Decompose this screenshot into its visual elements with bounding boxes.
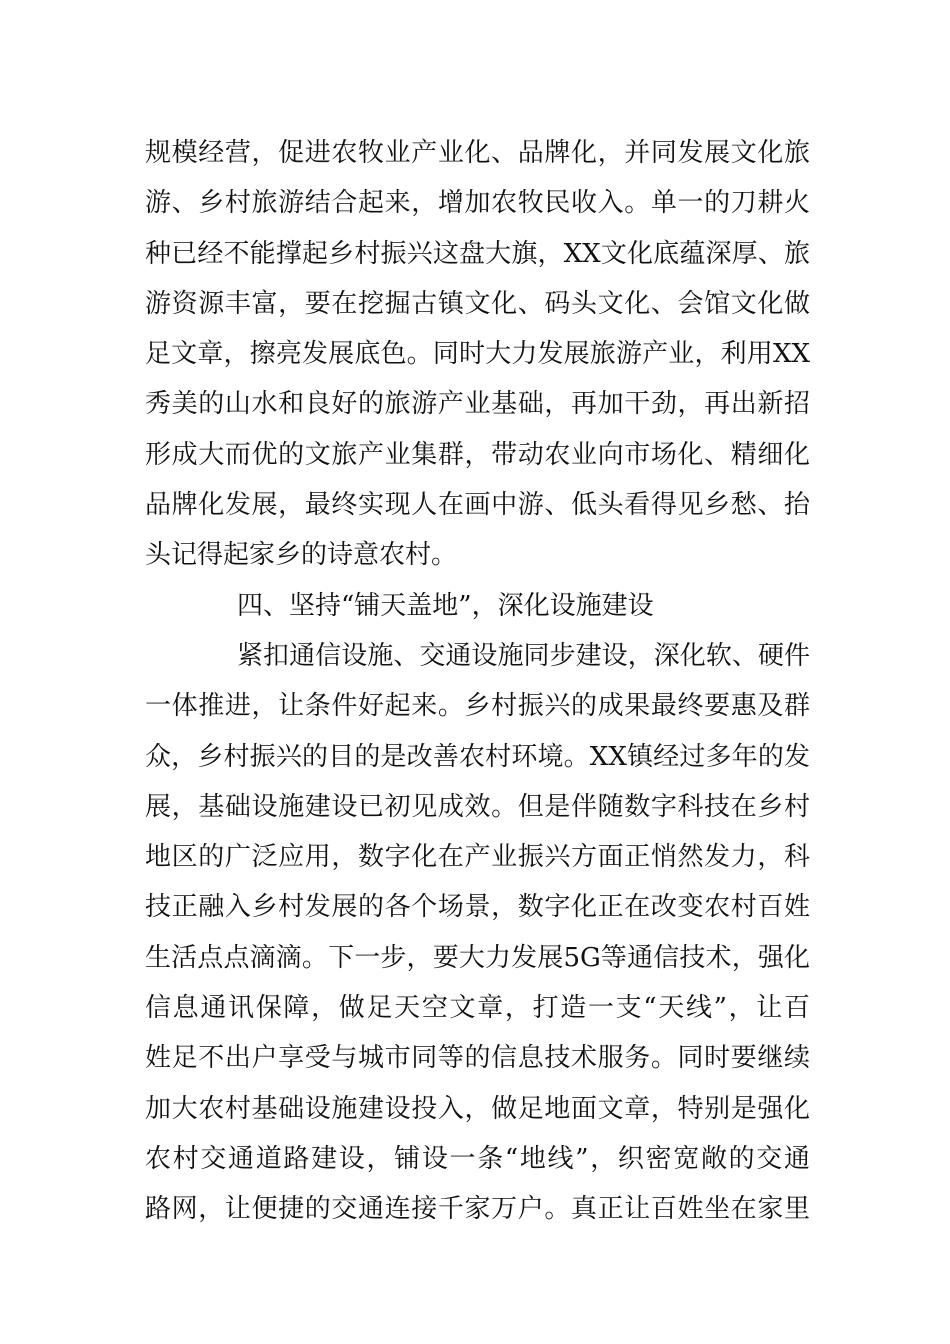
paragraph-line: 足文章，擦亮发展底色。同时大力发展旅游产业，利用XX <box>145 339 810 370</box>
paragraph-line: 展，基础设施建设已初见成效。但是伴随数字科技在乡村 <box>145 791 810 822</box>
paragraph-line: 众，乡村振兴的目的是改善农村环境。XX镇经过多年的发 <box>145 741 810 772</box>
paragraph-line: 规模经营，促进农牧业产业化、品牌化，并同发展文化旅 <box>145 138 810 168</box>
document-body <box>145 128 810 1235</box>
paragraph-line: 形成大而优的文旅产业集群，带动农业向市场化、精细化 <box>145 439 810 470</box>
paragraph-line: 姓足不出户享受与城市同等的信息技术服务。同时要继续 <box>145 1043 810 1074</box>
section-heading: 四、坚持“铺天盖地”，深化设施建设 <box>237 590 654 621</box>
paragraph-line: 农村交通道路建设，铺设一条“地线”，织密宽敞的交通 <box>145 1143 810 1174</box>
paragraph-line: 生活点点滴滴。下一步，要大力发展5G等通信技术，强化 <box>145 942 810 973</box>
paragraph-line: 路网，让便捷的交通连接千家万户。真正让百姓坐在家里 <box>145 1194 810 1225</box>
paragraph-line: 游资源丰富，要在挖掘古镇文化、码头文化、会馆文化做 <box>145 288 810 319</box>
paragraph-line: 品牌化发展，最终实现人在画中游、低头看得见乡愁、抬 <box>145 490 810 521</box>
paragraph-line: 种已经不能撑起乡村振兴这盘大旗，XX文化底蕴深厚、旅 <box>145 238 810 269</box>
paragraph-line: 信息通讯保障，做足天空文章，打造一支“天线”，让百 <box>145 993 810 1024</box>
paragraph-line: 头记得起家乡的诗意农村。 <box>145 540 458 571</box>
paragraph-line: 游、乡村旅游结合起来，增加农牧民收入。单一的刀耕火 <box>145 188 810 219</box>
paragraph-line: 技正融入乡村发展的各个场景，数字化正在改变农村百姓 <box>145 892 810 923</box>
paragraph-line: 加大农村基础设施建设投入，做足地面文章，特别是强化 <box>145 1093 810 1124</box>
paragraph-line: 地区的广泛应用，数字化在产业振兴方面正悄然发力，科 <box>145 842 810 873</box>
paragraph-line: 秀美的山水和良好的旅游产业基础，再加干劲，再出新招 <box>145 389 810 420</box>
paragraph-line: 一体推进，让条件好起来。乡村振兴的成果最终要惠及群 <box>145 691 810 722</box>
paragraph-line: 紧扣通信设施、交通设施同步建设，深化软、硬件 <box>237 640 810 671</box>
